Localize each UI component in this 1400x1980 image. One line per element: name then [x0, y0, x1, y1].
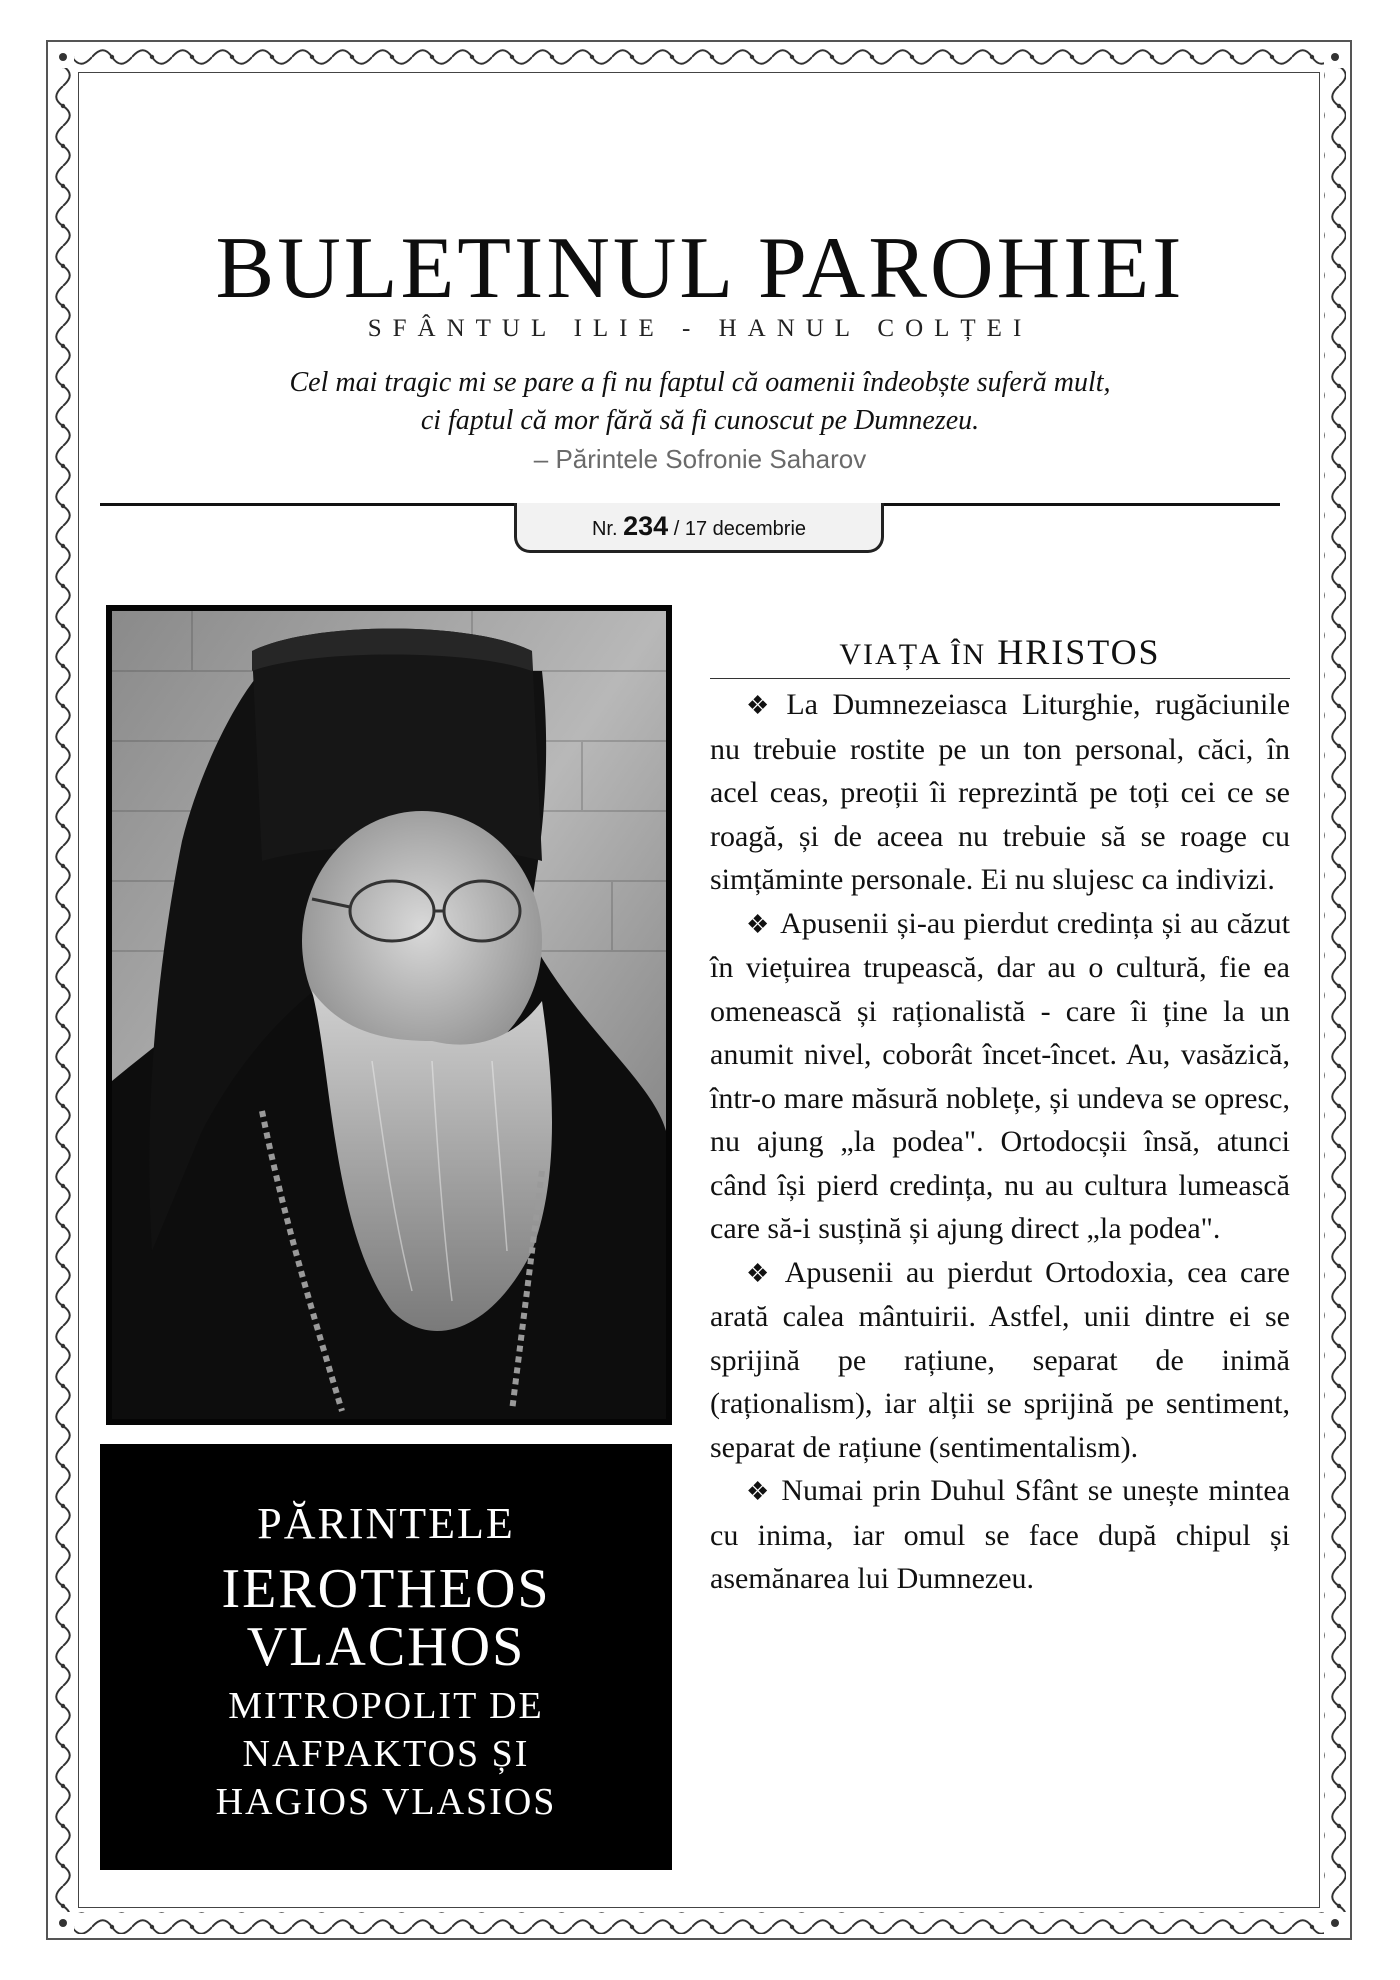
portrait-photo	[106, 605, 672, 1425]
issue-prefix: Nr.	[591, 518, 618, 540]
profile-name	[100, 1560, 672, 1676]
diamond-fleur-icon: ❖	[746, 1477, 772, 1506]
profile-role	[100, 1682, 672, 1826]
article-paragraph	[710, 683, 1290, 902]
article-body	[710, 683, 1290, 1601]
article-title-part: VIAȚA ÎN	[839, 638, 987, 671]
profile-title: PĂRINTELE	[257, 1499, 515, 1548]
quote-line: ci faptul că mor fără să fi cunoscut pe Dumnezeu.	[420, 405, 980, 436]
paragraph-text: La Dumnezeiasca Liturghie, rugăciunile nu trebuie rostite pe un ton personal, căci, în acel ceas, preoții îi reprezintă pe toți cei ce se roagă, și de aceea nu trebuie să se roage cu simțăminte personale. Ei nu slujesc ca indivizi.	[710, 688, 1291, 896]
issue-badge	[514, 503, 884, 553]
article-paragraph	[710, 902, 1290, 1251]
profile-role-line: HAGIOS VLASIOS	[215, 1781, 557, 1823]
diamond-fleur-icon: ❖	[746, 1258, 775, 1288]
paragraph-text: Apusenii au pierdut Ortodoxia, cea care arată calea mântuirii. Astfel, unii dintre ei se sprijină pe rațiune, separat de inimă (raționalism), iar alții se sprijină pe sentiment, separat de rațiune (sentimentalism).	[710, 1255, 1290, 1464]
quote-line: Cel mai tragic mi se pare a fi nu faptul că oamenii îndeobște suferă mult,	[289, 367, 1111, 398]
profile-role-line: MITROPOLIT DE	[228, 1685, 544, 1727]
profile-name-box	[100, 1444, 672, 1870]
paragraph-text: Numai prin Duhul Sfânt se unește mintea cu inima, iar omul se face după chipul și asemănarea lui Dumnezeu.	[710, 1474, 1290, 1595]
article	[710, 630, 1290, 1601]
quote-author: – Părintele Sofronie Saharov	[533, 444, 867, 474]
bulletin-title: BULETINUL PAROHIEI	[215, 220, 1185, 317]
article-paragraph	[710, 1251, 1290, 1470]
profile-role-line: NAFPAKTOS ȘI	[242, 1733, 530, 1775]
article-title-part: HRISTOS	[997, 632, 1161, 672]
issue-number: 234	[623, 511, 669, 541]
paragraph-text: Apusenii și-au pierdut credința și au căzut în viețuirea trupească, dar au o cultură, fie ea omenească și raționalistă - care îi ține la un anumit nivel, coborât încet-încet. Au, vasăzică, într-o mare măsură noblețe, și undeva se opresc, nu ajung „la podea". Ortodocșii însă, atunci când își pierd credința, nu au cultura lumească care să-i susțină și ajung direct „la podea".	[710, 906, 1290, 1245]
epigraph-quote	[0, 364, 1400, 440]
parish-subtitle: SFÂNTUL ILIE - HANUL COLȚEI	[367, 315, 1033, 342]
article-title	[710, 630, 1290, 674]
profile-name-last: VLACHOS	[246, 1616, 526, 1678]
diamond-fleur-icon: ❖	[746, 909, 771, 939]
portrait-image	[112, 611, 666, 1419]
diamond-fleur-icon: ❖	[746, 691, 777, 720]
issue-date: / 17 decembrie	[673, 518, 807, 540]
profile-name-first: IEROTHEOS	[221, 1558, 551, 1620]
article-paragraph	[710, 1469, 1290, 1601]
article-title-rule	[710, 678, 1290, 679]
